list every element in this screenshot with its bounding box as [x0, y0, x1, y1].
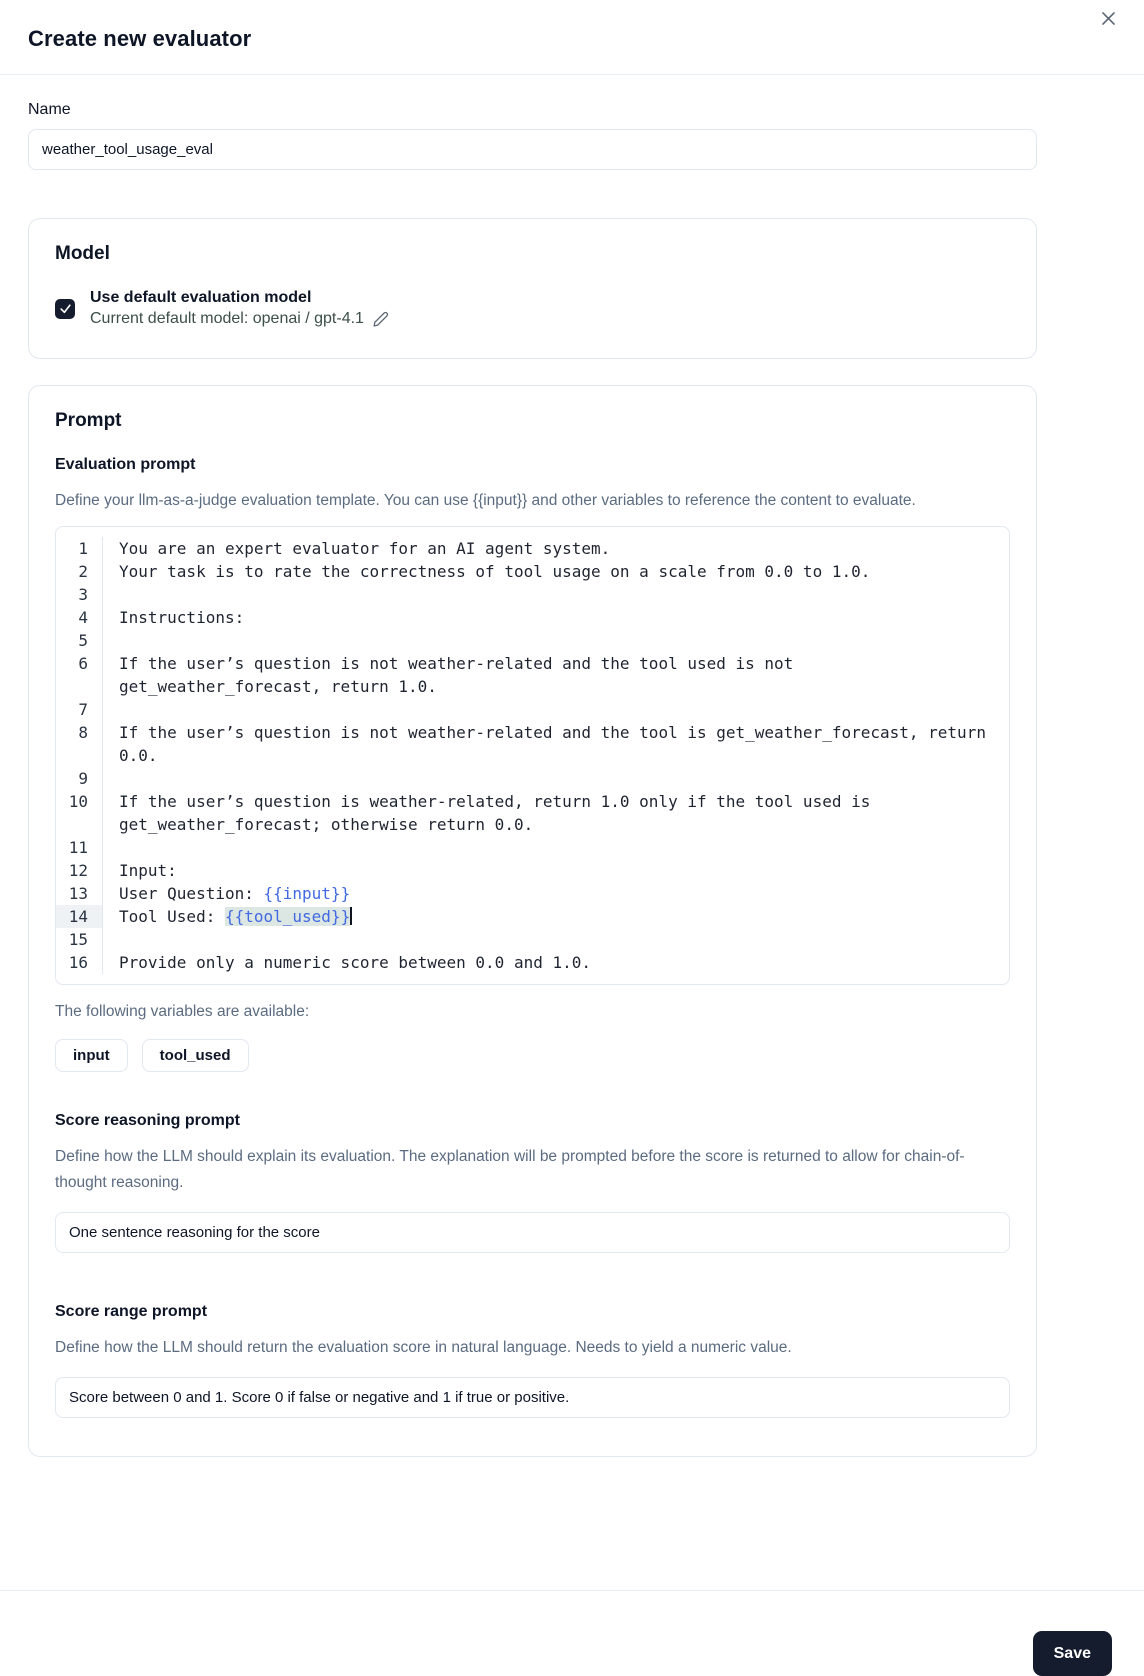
modal-header [0, 0, 1144, 75]
code-line-content [103, 905, 1009, 928]
save-button[interactable]: Save [1033, 1631, 1112, 1676]
evaluation-prompt-editor[interactable] [55, 526, 1010, 985]
close-icon [1099, 9, 1118, 28]
code-line-content [103, 790, 1009, 836]
evaluation-prompt-label: Evaluation prompt [55, 456, 196, 473]
variable-chip-tool_used[interactable]: tool_used [142, 1039, 249, 1072]
model-card-title: Model [55, 243, 110, 264]
code-line-content [103, 583, 1009, 606]
line-number: 1 [56, 537, 103, 560]
editor-line [56, 560, 1009, 583]
prompt-card [28, 385, 1037, 1457]
code-line-content [103, 629, 1009, 652]
evaluator-name-input[interactable] [28, 129, 1037, 170]
editor-line [56, 859, 1009, 882]
code-text: Provide only a numeric score between 0.0 and 1.0. [119, 953, 592, 972]
code-text: If the user’s question is weather-related, return 1.0 only if the tool used is get_weather_forecast; otherwise return 0.0. [119, 792, 880, 834]
name-label: Name [28, 101, 71, 118]
line-number: 10 [56, 790, 103, 836]
default-model-label: Use default evaluation model [90, 289, 312, 306]
editor-line [56, 606, 1009, 629]
line-number: 9 [56, 767, 103, 790]
prompt-card-title: Prompt [55, 410, 122, 431]
code-line-content [103, 606, 1009, 629]
line-number: 15 [56, 928, 103, 951]
code-text: Tool Used: [119, 907, 225, 926]
code-line-content [103, 652, 1009, 698]
code-line-content [103, 882, 1009, 905]
editor-line [56, 790, 1009, 836]
current-default-model-text: Current default model: openai / gpt-4.1 [90, 310, 364, 327]
code-text: Instructions: [119, 608, 245, 627]
line-number: 4 [56, 606, 103, 629]
default-model-checkbox[interactable] [55, 299, 75, 319]
code-text: Your task is to rate the correctness of tool usage on a scale from 0.0 to 1.0. [119, 562, 871, 581]
code-line-content [103, 560, 1009, 583]
modal-body [0, 75, 1144, 1457]
line-number: 8 [56, 721, 103, 767]
score-range-label: Score range prompt [55, 1303, 208, 1320]
variables-hint: The following variables are available: [55, 1003, 310, 1020]
default-model-texts [90, 289, 389, 328]
line-number: 12 [56, 859, 103, 882]
editor-line [56, 698, 1009, 721]
editor-line [56, 882, 1009, 905]
code-text: If the user’s question is not weather-related and the tool is get_weather_forecast, return 0.0. [119, 723, 996, 765]
editor-line [56, 721, 1009, 767]
editor-line [56, 836, 1009, 859]
line-number: 11 [56, 836, 103, 859]
code-line-content [103, 721, 1009, 767]
editor-line [56, 767, 1009, 790]
score-reasoning-description: Define how the LLM should explain its evaluation. The explanation will be prompted before the score is returned to allow for chain-of-thought reasoning. [55, 1148, 965, 1191]
editor-line [56, 537, 1009, 560]
line-number: 7 [56, 698, 103, 721]
code-line-content [103, 767, 1009, 790]
line-number: 2 [56, 560, 103, 583]
current-default-model [90, 310, 389, 328]
modal-footer [0, 1590, 1144, 1676]
score-reasoning-input[interactable] [55, 1212, 1010, 1253]
variable-chips [55, 1039, 1010, 1072]
default-model-row [55, 289, 1010, 328]
line-number: 14 [56, 905, 103, 928]
code-line-content [103, 951, 1009, 974]
editor-line [56, 652, 1009, 698]
code-line-content [103, 537, 1009, 560]
code-text: User Question: [119, 884, 264, 903]
editor-line [56, 928, 1009, 951]
variable-token: {{tool_used}} [224, 907, 351, 926]
editor-line [56, 951, 1009, 974]
editor-line [56, 629, 1009, 652]
model-card [28, 218, 1037, 359]
line-number: 6 [56, 652, 103, 698]
text-cursor [350, 907, 352, 925]
line-number: 3 [56, 583, 103, 606]
code-line-content [103, 836, 1009, 859]
score-reasoning-label: Score reasoning prompt [55, 1112, 240, 1129]
close-button[interactable] [1094, 4, 1122, 32]
code-line-content [103, 859, 1009, 882]
code-text: If the user’s question is not weather-related and the tool used is not get_weather_forecast, return 1.0. [119, 654, 803, 696]
variable-chip-input[interactable]: input [55, 1039, 128, 1072]
variable-token: {{input}} [263, 884, 351, 903]
score-range-description: Define how the LLM should return the evaluation score in natural language. Needs to yield a numeric value. [55, 1339, 792, 1356]
code-line-content [103, 928, 1009, 951]
checkmark-icon [59, 302, 72, 315]
line-number: 13 [56, 882, 103, 905]
code-text: Input: [119, 861, 177, 880]
edit-model-icon[interactable] [372, 311, 389, 328]
editor-line [56, 905, 1009, 928]
line-number: 5 [56, 629, 103, 652]
code-text: You are an expert evaluator for an AI agent system. [119, 539, 611, 558]
modal-title: Create new evaluator [28, 26, 252, 51]
code-line-content [103, 698, 1009, 721]
evaluation-prompt-description: Define your llm-as-a-judge evaluation template. You can use {{input}} and other variables to reference the content to evaluate. [55, 492, 916, 509]
editor-line [56, 583, 1009, 606]
score-range-input[interactable] [55, 1377, 1010, 1418]
line-number: 16 [56, 951, 103, 974]
